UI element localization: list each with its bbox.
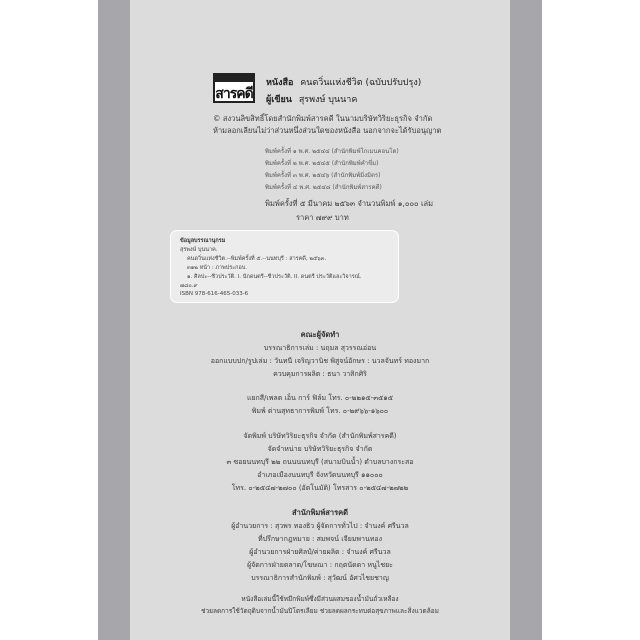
catalog-line: ๑. ศิลปะ--ชีวประวัติ. I. นักดนตรี--ชีวประวัติ. II. ดนตรี ประวัติและวิจารณ์. [187, 274, 362, 280]
isbn: ISBN 978-616-465-033-6 [180, 291, 249, 297]
footer-line-1: หนังสือเล่มนี้ใช้หมึกพิมพ์ซึ่งมีส่วนผสมของน้ำมันถั่วเหลือง [241, 595, 399, 603]
office-line: บรรณาธิการสำนักพิมพ์ : สุวัฒน์ อัศวไชยชาญ [251, 574, 389, 582]
staff-line: ควบคุมการผลิต : ธนา วาสิกศิริ [273, 370, 367, 378]
address-line-2: อำเภอเมืองนนทบุรี จังหวัดนนทบุรี ๑๑๐๐๐ [257, 471, 383, 479]
catalog-box [170, 230, 399, 303]
office-title: สำนักพิมพ์สารคดี [292, 508, 348, 517]
catalog-line: สุรพงษ์ บุนนาค. [180, 247, 218, 253]
logo-band [215, 75, 253, 82]
office-line: ผู้อำนวยการ : สุวพร ทองธิว ผู้จัดการทั่วไป : จำนงค์ ศรีนวล [231, 522, 409, 530]
catalog-title: ข้อมูลบรรณานุกรม [180, 238, 226, 244]
author-name: สุรพงษ์ บุนนาค [298, 95, 358, 105]
office-line: ผู้จัดการฝ่ายตลาด/โฆษณา : กฤตนัดดา หนูไชยะ [247, 561, 393, 569]
outer-margin-left [0, 0, 98, 640]
printing-info: พิมพ์ ด่านสุทธาการพิมพ์ โทร. ๐-๒๙๖๖-๑๖๐๐ [251, 407, 389, 415]
staff-line: บรรณาธิการเล่ม : นฤมล สุวรรณอ่อน [263, 344, 377, 352]
book-title-row [266, 75, 421, 89]
staff-title: คณะผู้จัดทำ [300, 330, 340, 339]
footer-line-2: ช่วยลดการใช้วัตถุดิบจากน้ำมันปิโตรเลียม ช่วยลดผลกระทบต่อสุขภาพและสิ่งแวดล้อม [201, 607, 439, 615]
publisher-logo [213, 73, 255, 103]
printing-2: พิมพ์ครั้งที่ ๒ พ.ศ. ๒๕๔๕ (สำนักพิมพ์คำขี่ม) [265, 160, 379, 167]
office-line: ที่ปรึกษากฎหมาย : สมพจน์ เจียมพานทอง [258, 535, 382, 543]
address-line-1: ๓ ซอยนนทบุรี ๒๒ ถนนนนทบุรี (สนามบินน้ำ) ตำบลบางกระสอ [226, 458, 414, 466]
page-border-left [98, 0, 130, 640]
printing-3: พิมพ์ครั้งที่ ๓ พ.ศ. ๒๕๔๖ (สำนักพิมพ์มิ่งมิตร) [265, 172, 381, 179]
outer-margin-right [542, 0, 640, 640]
book-title: คนดวิ่นแห่งชีวิต (ฉบับปรับปรุง) [300, 78, 422, 88]
book-label: หนังสือ [266, 78, 294, 88]
catalog-line: ๗๘๐.๙ [180, 283, 198, 289]
logo-wordmark: สารคดี [215, 86, 253, 102]
copyright-line-1: © สงวนลิขสิทธิ์โดยสำนักพิมพ์สารคดี ในนามบริษัทวิริยะธุรกิจ จำกัด [213, 114, 433, 123]
current-print: พิมพ์ครั้งที่ ๕ มีนาคม ๒๕๖๓ จำนวนพิมพ์ ๑,๐๐๐ เล่ม [265, 199, 434, 208]
printing-4: พิมพ์ครั้งที่ ๔ พ.ศ. ๒๕๔๘ (สำนักพิมพ์สารคดี) [265, 184, 382, 191]
price: ราคา ๗๙๙ บาท [296, 213, 349, 222]
catalog-line: ๓๑๒ หน้า : ภาพประกอบ. [187, 265, 248, 271]
distributor-info: จัดจำหน่าย บริษัทวิริยะธุรกิจ จำกัด [267, 445, 373, 453]
author-label: ผู้เขียน [266, 95, 292, 105]
office-line: ผู้อำนวยการฝ่ายศิลป์/ค่ายผลิต : จำนงค์ ศรีนวล [249, 548, 391, 556]
publisher-info: จัดพิมพ์ บริษัทวิริยะธุรกิจ จำกัด (สำนักพิมพ์สารคดี) [243, 432, 397, 440]
printing-1: พิมพ์ครั้งที่ ๑ พ.ศ. ๒๕๔๔ (สำนักพิมพ์โกเมนคอนโด) [265, 148, 399, 155]
catalog-line: คนดวิ่นแห่งชีวิต.--พิมพ์ครั้งที่ ๕.--นนทบุรี : สารคดี, ๒๕๖๓. [187, 256, 327, 262]
phone-line: โทร. ๐-๒๕๔๗-๒๗๐๐ (อัตโนมัติ) โทรสาร ๐-๒๕๔๗-๒๗๒๒ [231, 484, 409, 492]
staff-line: ออกแบบปก/รูปเล่ม : วันทนี เจริญวานิช พิสูจน์อักษร : นวลจันทร์ ทองมาก [210, 357, 430, 365]
copyright-page [130, 0, 510, 640]
copyright-line-2: ห้ามลอกเลียนไม่ว่าส่วนหนึ่งส่วนใดของหนังสือ นอกจากจะได้รับอนุญาต [213, 126, 442, 135]
author-row [266, 92, 357, 106]
page-border-right [510, 0, 542, 640]
separation-info: แยกสี/เพลต เอ็น การ์ ฟิล์ม โทร. ๐-๒๒๑๕-๓๕๑๕ [246, 394, 394, 402]
